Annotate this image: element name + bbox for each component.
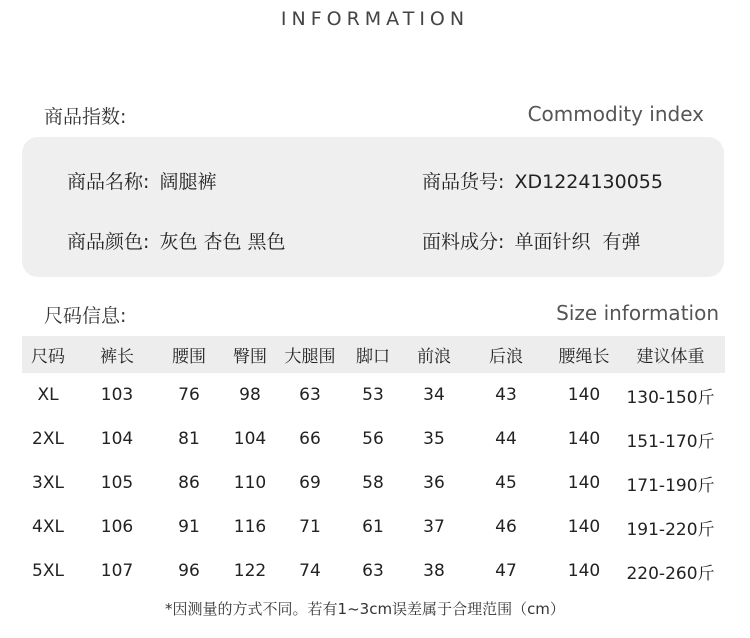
table-cell: 96 bbox=[178, 561, 200, 581]
table-row bbox=[22, 417, 725, 461]
column-header: 腰围 bbox=[160, 336, 218, 373]
table-cell: 66 bbox=[299, 429, 321, 449]
product-sku-row bbox=[422, 167, 663, 194]
table-cell: 43 bbox=[495, 385, 517, 405]
column-header: 建议体重 bbox=[616, 336, 725, 373]
table-cell: 37 bbox=[423, 517, 445, 537]
table-cell: 98 bbox=[239, 385, 261, 405]
column-header: 尺码 bbox=[22, 336, 74, 373]
size-table-header-row bbox=[22, 336, 725, 373]
table-cell: 110 bbox=[233, 473, 267, 493]
product-color-label: 商品颜色: bbox=[67, 231, 150, 253]
table-cell: 130-150斤 bbox=[626, 387, 715, 408]
product-fabric-value: 单面针织 有弹 bbox=[514, 231, 641, 253]
table-cell: 140 bbox=[567, 517, 601, 537]
table-cell: 63 bbox=[362, 561, 384, 581]
table-cell: 2XL bbox=[32, 429, 64, 449]
product-name-label: 商品名称: bbox=[67, 171, 150, 193]
product-sku-value: XD1224130055 bbox=[514, 171, 663, 193]
table-cell: 35 bbox=[423, 429, 445, 449]
table-cell: 220-260斤 bbox=[626, 563, 715, 584]
table-cell: 34 bbox=[423, 385, 445, 405]
table-cell: 3XL bbox=[32, 473, 64, 493]
table-cell: 140 bbox=[567, 473, 601, 493]
product-sku-label: 商品货号: bbox=[422, 171, 505, 193]
table-cell: 44 bbox=[495, 429, 517, 449]
table-cell: 61 bbox=[362, 517, 384, 537]
size-table bbox=[22, 336, 725, 593]
column-header: 臀围 bbox=[218, 336, 282, 373]
column-header: 后浪 bbox=[460, 336, 552, 373]
table-cell: 56 bbox=[362, 429, 384, 449]
column-header: 大腿围 bbox=[282, 336, 338, 373]
table-cell: 74 bbox=[299, 561, 321, 581]
table-cell: 91 bbox=[178, 517, 200, 537]
table-cell: 140 bbox=[567, 429, 601, 449]
table-row bbox=[22, 461, 725, 505]
table-cell: 103 bbox=[100, 385, 134, 405]
table-cell: XL bbox=[37, 385, 59, 405]
table-cell: 151-170斤 bbox=[626, 431, 715, 452]
table-cell: 4XL bbox=[32, 517, 64, 537]
product-name-value: 阔腿裤 bbox=[159, 171, 217, 193]
table-cell: 105 bbox=[100, 473, 134, 493]
product-name-row bbox=[67, 167, 216, 194]
table-cell: 46 bbox=[495, 517, 517, 537]
table-row bbox=[22, 505, 725, 549]
column-header: 脚口 bbox=[338, 336, 408, 373]
table-cell: 107 bbox=[100, 561, 134, 581]
table-cell: 36 bbox=[423, 473, 445, 493]
table-cell: 171-190斤 bbox=[626, 475, 715, 496]
product-color-value: 灰色 杏色 黑色 bbox=[159, 231, 286, 253]
size-heading: 尺码信息: bbox=[44, 305, 127, 327]
size-heading-en: Size information bbox=[556, 301, 719, 325]
table-row bbox=[22, 549, 725, 593]
table-cell: 69 bbox=[299, 473, 321, 493]
table-cell: 63 bbox=[299, 385, 321, 405]
commodity-heading: 商品指数: bbox=[44, 106, 127, 128]
table-cell: 53 bbox=[362, 385, 384, 405]
table-row bbox=[22, 373, 725, 417]
table-cell: 116 bbox=[233, 517, 267, 537]
column-header: 裤长 bbox=[74, 336, 160, 373]
table-cell: 45 bbox=[495, 473, 517, 493]
table-cell: 104 bbox=[233, 429, 267, 449]
page-title: INFORMATION bbox=[280, 8, 470, 30]
table-cell: 104 bbox=[100, 429, 134, 449]
table-cell: 140 bbox=[567, 385, 601, 405]
table-cell: 81 bbox=[178, 429, 200, 449]
column-header: 腰绳长 bbox=[552, 336, 616, 373]
table-cell: 140 bbox=[567, 561, 601, 581]
table-cell: 122 bbox=[233, 561, 267, 581]
table-cell: 38 bbox=[423, 561, 445, 581]
table-cell: 86 bbox=[178, 473, 200, 493]
commodity-heading-en: Commodity index bbox=[527, 102, 704, 126]
table-cell: 191-220斤 bbox=[626, 519, 715, 540]
product-fabric-row bbox=[422, 227, 641, 254]
table-cell: 58 bbox=[362, 473, 384, 493]
product-fabric-label: 面料成分: bbox=[422, 231, 505, 253]
table-cell: 76 bbox=[178, 385, 200, 405]
table-cell: 106 bbox=[100, 517, 134, 537]
measurement-note: *因测量的方式不同。若有1~3cm误差属于合理范围（cm） bbox=[165, 600, 565, 618]
product-color-row bbox=[67, 227, 286, 254]
commodity-info-panel bbox=[22, 137, 724, 277]
column-header: 前浪 bbox=[408, 336, 460, 373]
table-cell: 5XL bbox=[32, 561, 64, 581]
table-cell: 71 bbox=[299, 517, 321, 537]
table-cell: 47 bbox=[495, 561, 517, 581]
